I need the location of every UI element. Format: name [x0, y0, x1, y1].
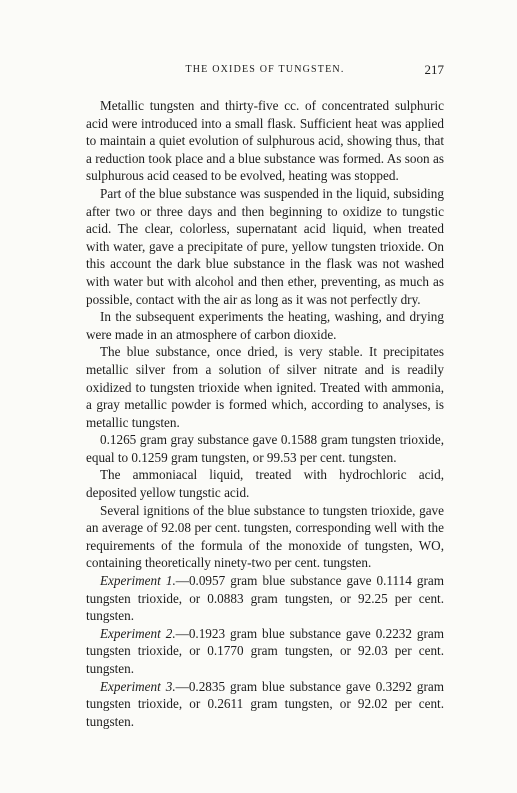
experiment-text: —0.1923 gram blue substance gave 0.2232 gram tungsten trioxide, or 0.1770 gram tungsten, or 92.03 per cent. tungsten. [86, 625, 445, 676]
paragraph: In the subsequent experiments the heating, washing, and drying were made in an atmosphere of carbon dioxide. [86, 309, 444, 342]
page-header [86, 62, 444, 78]
running-head: THE OXIDES OF TUNGSTEN. [185, 64, 345, 75]
experiment-text: —0.2835 gram blue substance gave 0.3292 gram tungsten trioxide, or 0.2611 gram tungsten, or 92.02 per cent. tungsten. [86, 678, 445, 729]
experiment-label: Experiment 2. [100, 625, 176, 641]
experiment-label: Experiment 3. [100, 678, 176, 694]
paragraph: Part of the blue substance was suspended in the liquid, subsiding after two or three days and then beginning to oxidize to tungstic acid. The clear, colorless, supernatant acid liquid, when treated with water, gave a precipitate of pure, yellow tungsten trioxide. On this account the dark blue substance in the flask was not washed with water but with alcohol and then ether, preventing, as much as possible, contact with the air as long as it was not perfectly dry. [86, 185, 444, 307]
paragraph: The blue substance, once dried, is very stable. It precipitates metallic silver from a solution of silver nitrate and is readily oxidized to tungsten trioxide when ignited. Treated with ammonia, a gray metallic powder is formed which, according to analyses, is metallic tungsten. [86, 344, 444, 430]
paragraph: Metallic tungsten and thirty-five cc. of concentrated sulphuric acid were introduced into a small flask. Sufficient heat was applied to maintain a quiet evolution of sulphurous acid, showing thus, that a reduction took place and a blue substance was formed. As soon as sulphurous acid ceased to be evolved, heating was stopped. [86, 98, 444, 184]
experiment-paragraph [86, 572, 444, 625]
experiment-label: Experiment 1. [100, 573, 176, 589]
paragraph: Several ignitions of the blue substance to tungsten trioxide, gave an average of 92.08 per cent. tungsten, corresponding well with the requirements of the formula of the monoxide of tungsten, WO, containing theoretically ninety-two per cent. tungsten. [86, 502, 444, 571]
paragraph: 0.1265 gram gray substance gave 0.1588 gram tungsten trioxide, equal to 0.1259 gram tungsten, or 99.53 per cent. tungsten. [86, 432, 444, 465]
paragraph: The ammoniacal liquid, treated with hydrochloric acid, deposited yellow tungstic acid. [86, 467, 444, 501]
experiment-text: —0.0957 gram blue substance gave 0.1114 gram tungsten trioxide, or 0.0883 gram tungsten, or 92.25 per cent. tungsten. [86, 573, 444, 624]
page-number: 217 [424, 62, 444, 77]
body-text [86, 97, 444, 730]
experiment-paragraph [86, 625, 444, 678]
experiment-paragraph [86, 678, 444, 731]
